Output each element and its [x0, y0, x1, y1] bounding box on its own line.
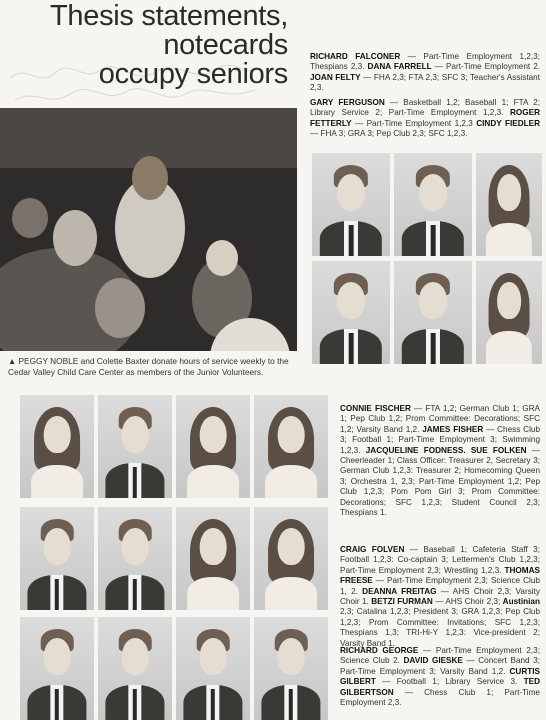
student-portrait [20, 507, 94, 610]
student-portrait [176, 507, 250, 610]
student-portrait [20, 395, 94, 498]
bio-block-1: RICHARD FALCONER — Part-Time Employment 1,2,3; Thespians 2,3. DANA FARRELL — Part-Time Employment 2. JOAN FELTY — FHA 2,3; FTA 2,3; SFC 3; Teacher's Assistant 2,3. [310, 52, 541, 93]
feature-photo [0, 108, 297, 351]
student-portrait [476, 153, 542, 256]
student-portrait [312, 261, 390, 364]
student-portrait [176, 617, 250, 720]
bio-block-3: CONNIE FISCHER — FTA 1,2; German Club 1; GRA 1; Pep Club 1,2; Prom Committee: Decorations; SFC 1,2; Varsity Band 1,2. JAMES FISHER — Chess Club 3; Football 1; Part-Time Employment 3; Swimming 1,2,3. JACQUELINE FODNESS. SUE FOLKEN — Cheerleader 1; Class Officer: Treasurer 2, Secretary 3; German Club 1,2,3: Treasurer 2; Homecoming Queen 3; Orchestra 1, 2,3; Part-Time Employment 1,2; Pep Club 1,2,3; Pom Pom Girl 3; Prom Committee: Decorations; SFC 1,2,3; Student Council 2,3; Thespians 1. [340, 404, 540, 518]
student-portrait [476, 261, 542, 364]
student-portrait [254, 507, 328, 610]
bio-block-5: RICHARD GEORGE — Part-Time Employment 2,3; Science Club 2. DAVID GIESKE — Concert Band 3; Part-Time Employment 3; Varsity Band 1,2. CURTIS GILBERT — Football 1; Library Service 3. TED GILBERTSON — Chess Club 1; Part-Time Employment 2,3. [340, 646, 540, 708]
title-line-3: occupy seniors [98, 58, 288, 90]
student-portrait [312, 153, 390, 256]
student-portrait [98, 507, 172, 610]
bio-block-4: CRAIG FOLVEN — Baseball 1; Cafeteria Staff 3; Football 1,2,3: Co-captain 3; Lettermen's Club 1,2,3; Part-Time Employment 2,3; Wrestling 1,2,3. THOMAS FREESE — Part-Time Employment 2,3; Science Club 1, 2. DEANNA FREITAG — AHS Choir 2,3; Varsity Choir 1. BETZI FURMAN — AHS Choir 2,3; Austinian 2,3; Catalina 1,2,3; President 3; GRA 1,2,3; Pep Club 1,2,3; Prom Committee: Invitations; SFC 1,2,3; Thespians 1,3; TRI-Hi-Y 1,2,3: Vice-president 2; Varsity Band 1. [340, 545, 540, 648]
title-line-1: Thesis statements, [50, 0, 288, 32]
title-line-2: notecards [163, 29, 288, 61]
student-portrait [394, 261, 472, 364]
student-portrait [254, 617, 328, 720]
student-portrait [176, 395, 250, 498]
bio-block-2: GARY FERGUSON — Basketball 1,2; Baseball 1; FTA 2; Library Service 2; Part-Time Employment 1,2,3. ROGER FETTERLY — Part-Time Employment 1,2,3 CINDY FIEDLER — FHA 3; GRA 3; Pep Club 2,3; SFC 1,2,3. [310, 98, 540, 139]
student-portrait [98, 617, 172, 720]
student-portrait [394, 153, 472, 256]
student-portrait [20, 617, 94, 720]
handwriting-scribble [5, 58, 265, 110]
student-portrait [98, 395, 172, 498]
student-portrait [254, 395, 328, 498]
photo-caption: ▲ PEGGY NOBLE and Colette Baxter donate hours of service weekly to the Cedar Valley Child Care Center as members of the Junior Volunteers. [8, 356, 289, 377]
